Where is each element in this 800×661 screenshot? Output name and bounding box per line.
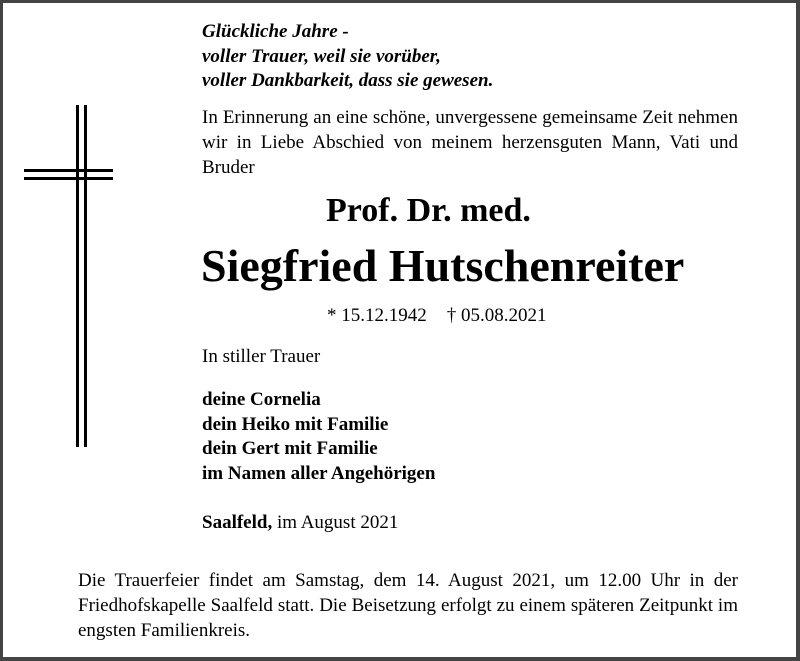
place-date	[202, 511, 398, 535]
intro-text: In Erinnerung an eine schöne, unvergessene gemeinsame Zeit nehmen wir in Liebe Abschied von meinem herzensguten Mann, Vati und Bruder	[202, 107, 738, 178]
family-member: im Namen aller Angehörigen	[202, 462, 436, 484]
funeral-notice: Die Trauerfeier findet am Samstag, dem 14. August 2021, um 12.00 Uhr in der Friedhofskapelle Saalfeld statt. Die Beisetzung erfolgt zu einem späteren Zeitpunkt im engsten Familienkreis.	[78, 570, 738, 641]
birth-date: * 15.12.1942	[327, 305, 427, 326]
family-list	[202, 388, 435, 486]
deceased-title: Prof. Dr. med.	[326, 192, 531, 229]
death-date: † 05.08.2021	[446, 305, 547, 326]
deceased-name: Siegfried Hutschenreiter	[201, 240, 685, 291]
cross-icon	[21, 105, 113, 447]
motto-line: Glückliche Jahre -	[202, 21, 349, 42]
place-month: im August 2021	[276, 512, 399, 533]
motto-line: voller Trauer, weil sie vorüber,	[202, 45, 441, 67]
life-dates	[327, 304, 547, 328]
family-member: dein Heiko mit Familie	[202, 413, 389, 435]
family-member: dein Gert mit Familie	[202, 438, 378, 459]
mourning-line: In stiller Trauer	[202, 346, 321, 367]
motto-line: voller Dankbarkeit, dass sie gewesen.	[202, 70, 494, 91]
motto	[202, 20, 493, 94]
place-city: Saalfeld,	[202, 512, 273, 533]
family-member: deine Cornelia	[202, 389, 321, 410]
